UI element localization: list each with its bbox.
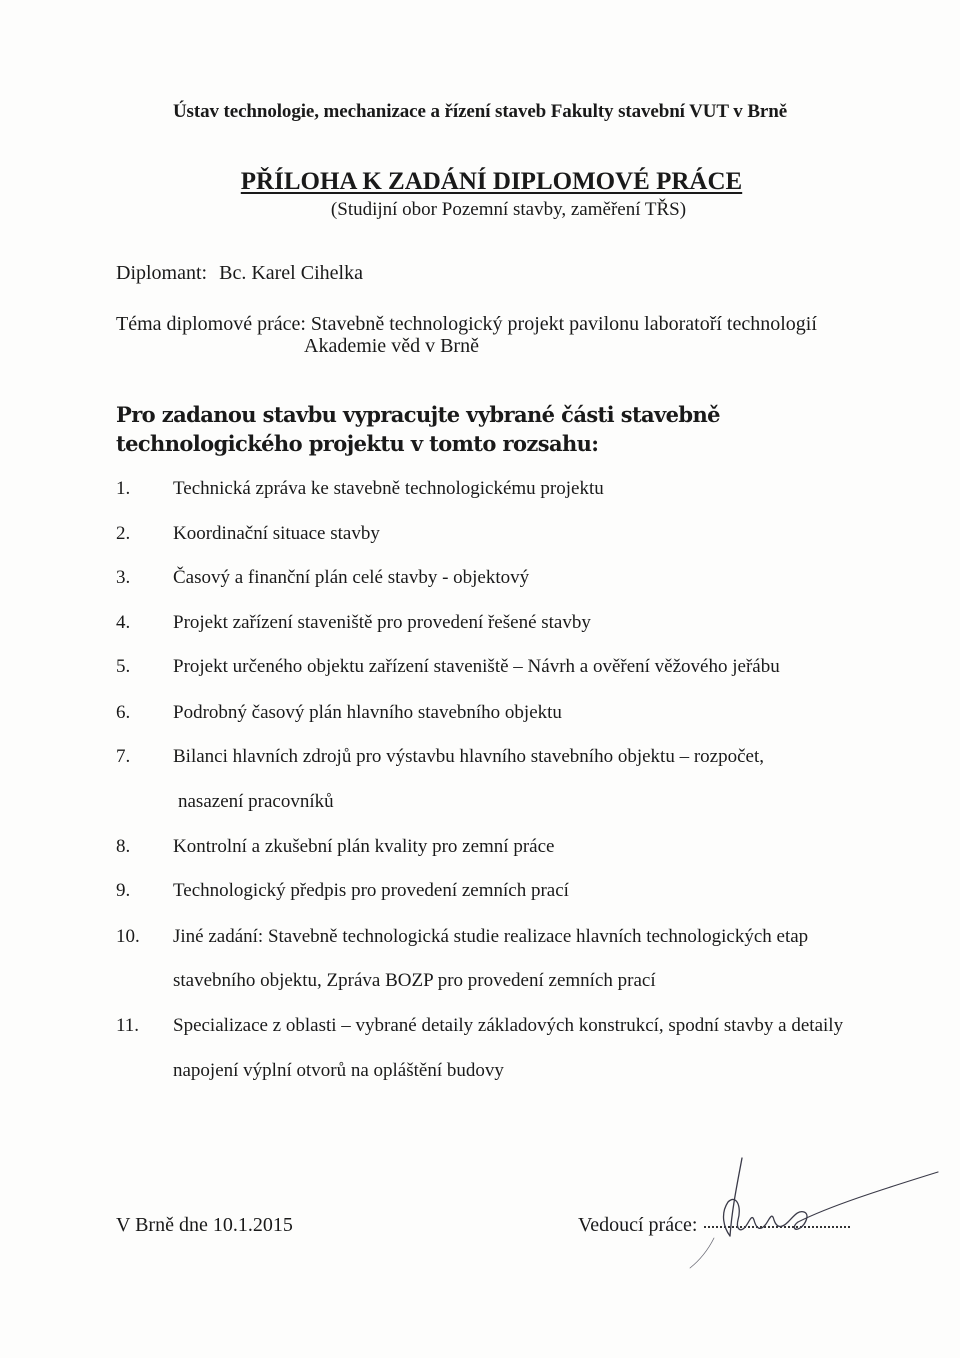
topic-text-line2: Akademie věd v Brně bbox=[304, 335, 479, 357]
diplomant-line bbox=[116, 262, 363, 285]
list-item-number: 4. bbox=[116, 612, 131, 633]
list-item bbox=[116, 1015, 843, 1037]
supervisor-label: Vedoucí práce: bbox=[578, 1214, 698, 1236]
list-item bbox=[116, 926, 808, 948]
list-item-number: 7. bbox=[116, 746, 131, 767]
document-title: PŘÍLOHA K ZADÁNÍ DIPLOMOVÉ PRÁCE bbox=[240, 168, 743, 195]
institute-heading: Ústav technologie, mechanizace a řízení staveb Fakulty stavební VUT v Brně bbox=[172, 101, 788, 122]
list-item-text: Kontrolní a zkušební plán kvality pro zemní práce bbox=[173, 836, 555, 857]
list-item-number: 10. bbox=[116, 926, 140, 947]
document-subtitle: (Studijní obor Pozemní stavby, zaměření TŘS) bbox=[330, 199, 687, 220]
diplomant-name: Bc. Karel Cihelka bbox=[219, 262, 363, 284]
list-item-text: Specializace z oblasti – vybrané detaily základových konstrukcí, spodní stavby a detaily bbox=[173, 1015, 844, 1036]
list-item bbox=[116, 880, 569, 902]
handwritten-signature bbox=[680, 1150, 960, 1270]
list-item bbox=[116, 836, 554, 858]
list-item-number: 6. bbox=[116, 702, 131, 723]
diplomant-label: Diplomant: bbox=[116, 262, 208, 284]
list-item-continuation: stavebního objektu, Zpráva BOZP pro provedení zemních prací bbox=[173, 970, 656, 991]
list-item-number: 1. bbox=[116, 478, 131, 499]
list-item bbox=[116, 478, 604, 500]
list-item-text: Koordinační situace stavby bbox=[173, 523, 380, 544]
list-item-number: 3. bbox=[116, 567, 131, 588]
list-item-text: Podrobný časový plán hlavního stavebního objektu bbox=[173, 702, 562, 723]
place-date: V Brně dne 10.1.2015 bbox=[116, 1214, 293, 1236]
list-item bbox=[116, 702, 562, 724]
list-item-text: Bilanci hlavních zdrojů pro výstavbu hlavního stavebního objektu – rozpočet, bbox=[173, 746, 764, 767]
list-item-number: 8. bbox=[116, 836, 131, 857]
list-item-continuation: nasazení pracovníků bbox=[178, 791, 334, 812]
list-item bbox=[116, 612, 591, 634]
list-item-number: 11. bbox=[116, 1015, 140, 1036]
list-item-text: Časový a finanční plán celé stavby - objektový bbox=[173, 567, 530, 588]
topic-text-line1: Stavebně technologický projekt pavilonu laboratoří technologií bbox=[310, 313, 817, 335]
list-item-text: Projekt zařízení staveniště pro provedení řešené stavby bbox=[173, 612, 591, 633]
list-item-text: Technická zpráva ke stavebně technologickému projektu bbox=[173, 478, 604, 499]
list-item bbox=[116, 523, 380, 545]
instruction-paragraph: Pro zadanou stavbu vypracujte vybrané části stavebně technologického projektu v tomto rozsahu: bbox=[116, 402, 720, 456]
list-item-number: 9. bbox=[116, 880, 131, 901]
topic-label: Téma diplomové práce: bbox=[116, 313, 306, 335]
list-item-continuation: napojení výplní otvorů na opláštění budovy bbox=[173, 1060, 504, 1081]
topic-line bbox=[116, 313, 817, 336]
list-item bbox=[116, 746, 764, 768]
list-item-text: Projekt určeného objektu zařízení staveniště – Návrh a ověření věžového jeřábu bbox=[173, 656, 780, 677]
list-item bbox=[116, 567, 529, 589]
list-item-number: 2. bbox=[116, 523, 131, 544]
list-item-number: 5. bbox=[116, 656, 131, 677]
list-item bbox=[116, 656, 780, 678]
list-item-text: Technologický předpis pro provedení zemních prací bbox=[173, 880, 569, 901]
list-item-text: Jiné zadání: Stavebně technologická studie realizace hlavních technologických etap bbox=[173, 926, 809, 947]
